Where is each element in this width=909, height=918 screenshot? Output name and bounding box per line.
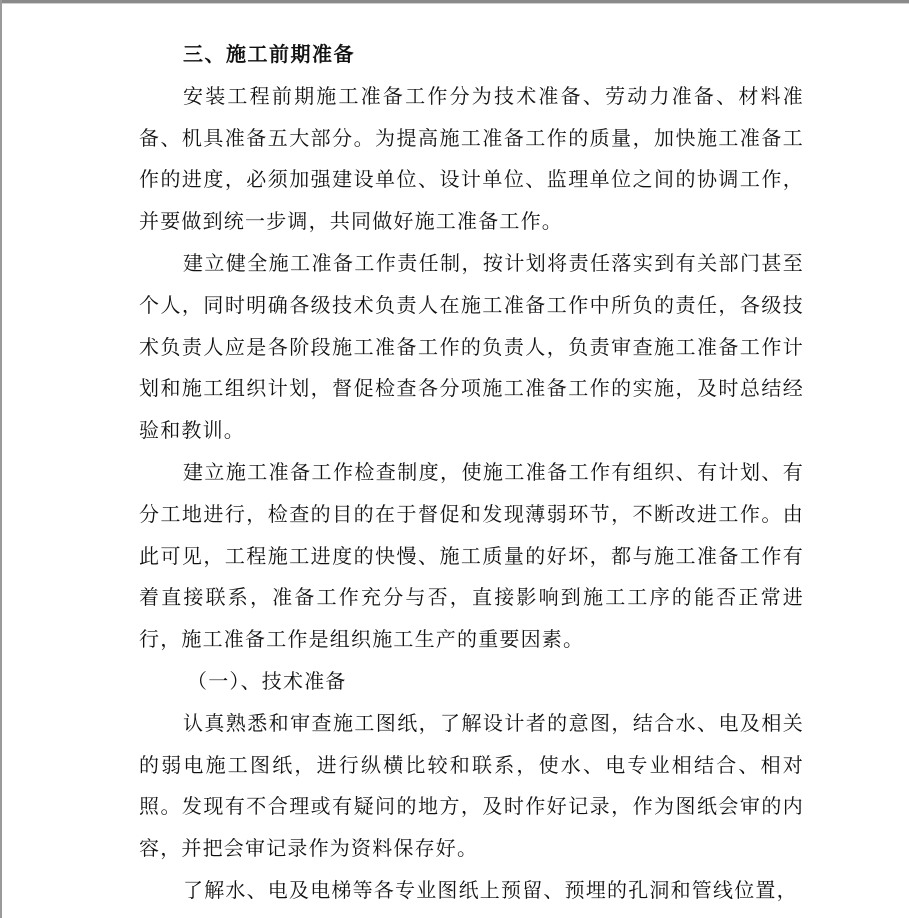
paragraph-drawing-review: 认真熟悉和审查施工图纸，了解设计者的意图，结合水、电及相关的弱电施工图纸，进行纵横比较和联系，使水、电专业相结合、相对照。发现有不合理或有疑问的地方，及时作好记录，作为图纸会审的内容，并把会审记录作为资料保存好。 xyxy=(139,710,804,861)
paragraph-responsibility-system: 建立健全施工准备工作责任制，按计划将责任落实到有关部门甚至个人，同时明确各级技术负责人在施工准备工作中所负的责任，各级技术负责人应是各阶段施工准备工作的负责人，负责审查施工准备工作计划和施工组织计划，督促检查各分项施工准备工作的实施，及时总结经验和教训。 xyxy=(139,250,804,443)
subsection-heading: （一）、技术准备 xyxy=(187,668,347,693)
section-heading: 三、施工前期准备 xyxy=(183,42,355,66)
page-left-edge xyxy=(0,0,2,918)
document-body xyxy=(139,34,804,912)
paragraph-inspection-system: 建立施工准备工作检查制度，使施工准备工作有组织、有计划、有分工地进行，检查的目的在于督促和发现薄弱环节，不断改进工作。由此可见，工程施工进度的快慢、施工质量的好坏，都与施工准备工作有着直接联系，准备工作充分与否，直接影响到施工工序的能否正常进行，施工准备工作是组织施工生产的重要因素。 xyxy=(139,459,804,652)
paragraph-reserved-holes: 了解水、电及电梯等各专业图纸上预留、预埋的孔洞和管线位置， xyxy=(183,877,798,902)
paragraph-preparation-overview: 安装工程前期施工准备工作分为技术准备、劳动力准备、材料准备、机具准备五大部分。为提高施工准备工作的质量，加快施工准备工作的进度，必须加强建设单位、设计单位、监理单位之间的协调工作，并要做到统一步调，共同做好施工准备工作。 xyxy=(139,83,804,234)
page-top-edge-shadow xyxy=(0,3,909,4)
